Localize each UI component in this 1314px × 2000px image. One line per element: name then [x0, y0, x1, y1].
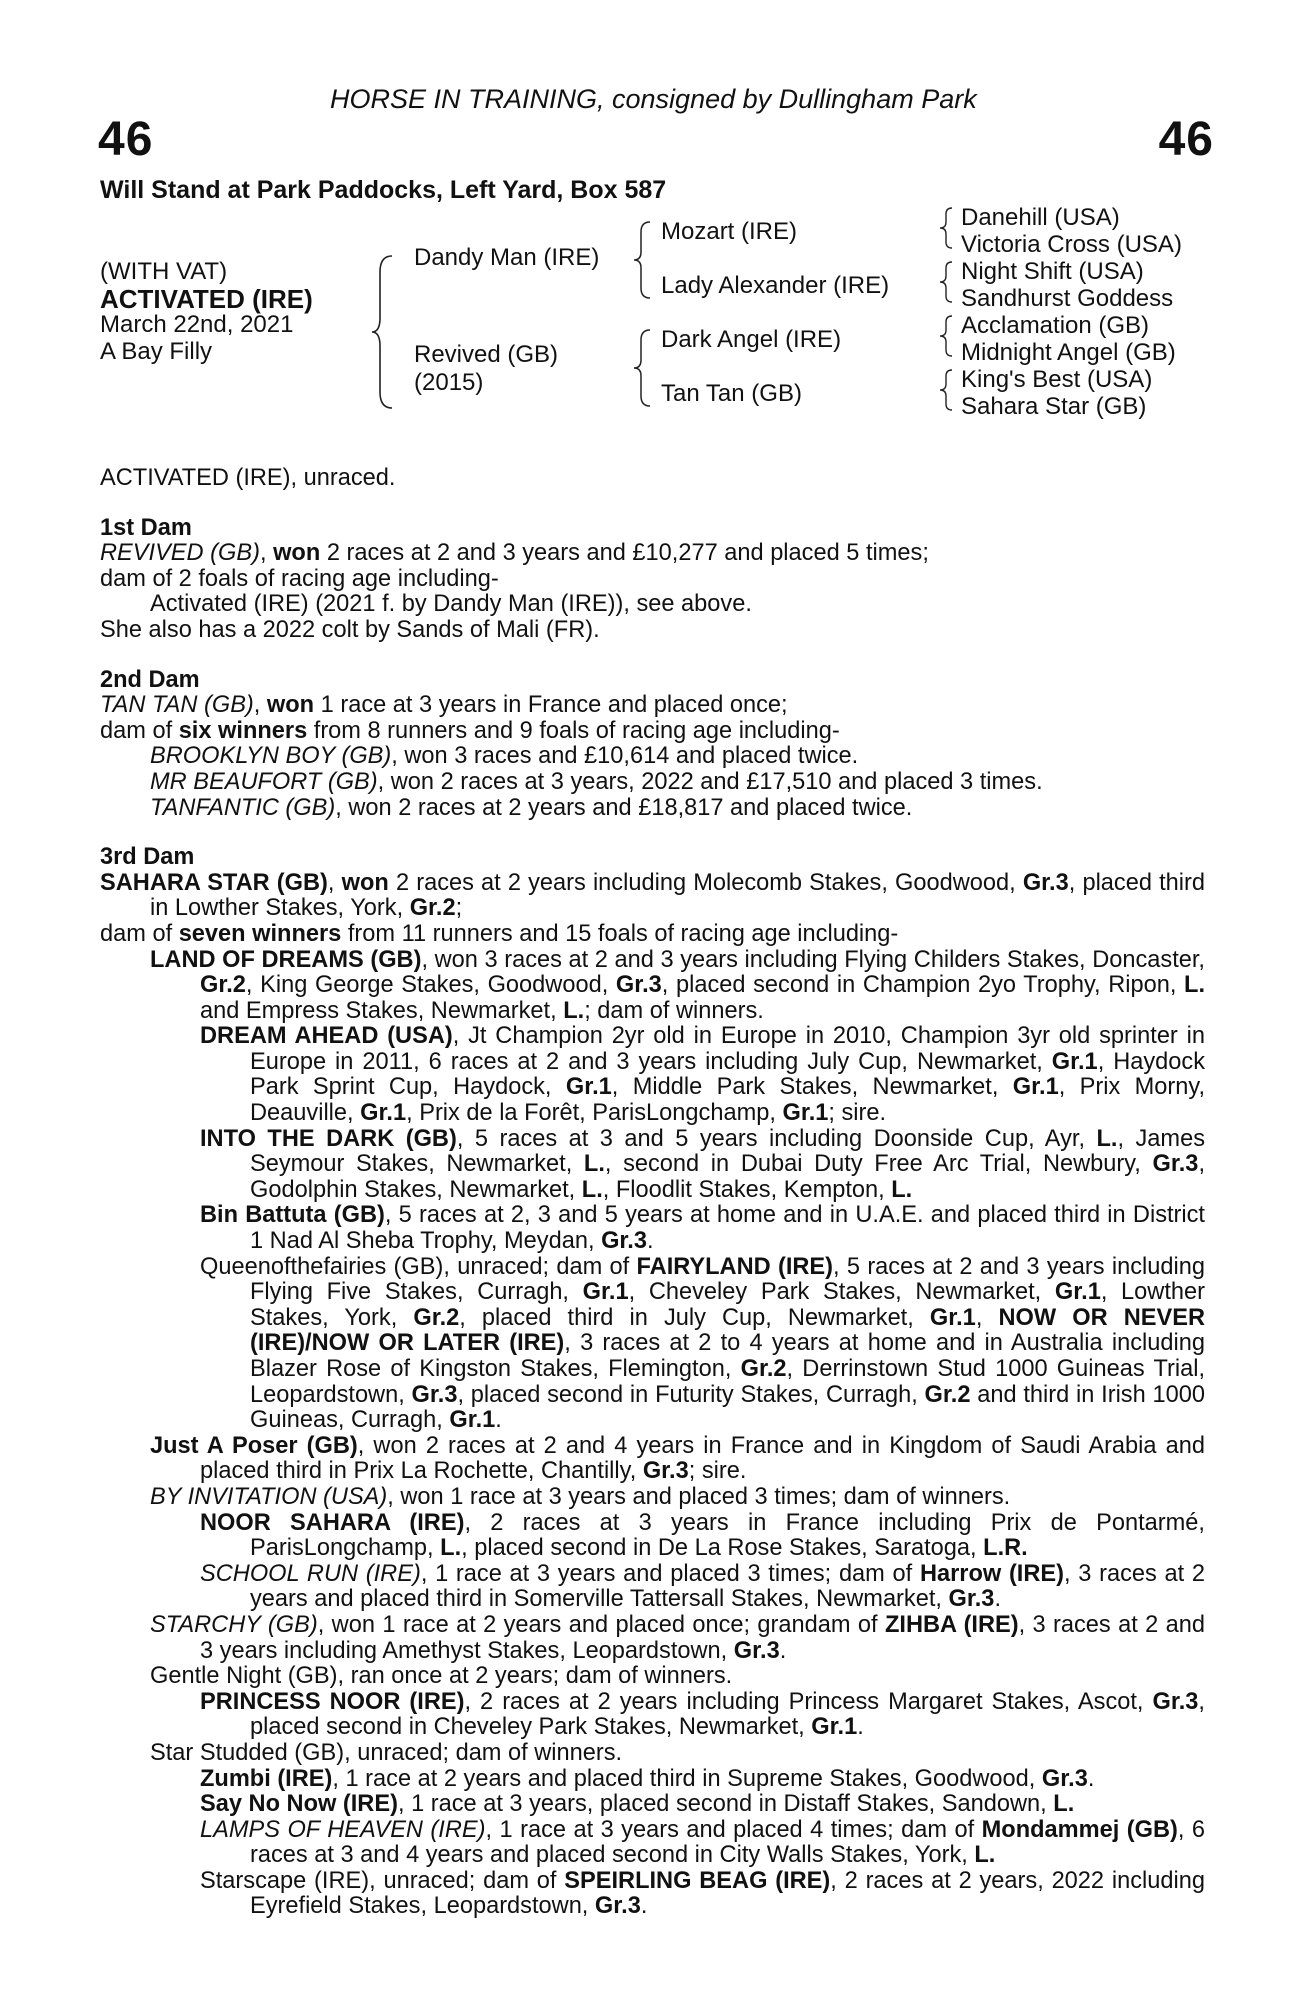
- pedigree-brace-main: [370, 252, 400, 412]
- third-dam-entry: BY INVITATION (USA), won 1 race at 3 years and placed 3 times; dam of winners.: [150, 1483, 1011, 1510]
- second-dam-line: dam of six winners from 8 runners and 9 foals of racing age including-: [100, 717, 840, 744]
- sire-name: Dandy Man (IRE): [414, 244, 600, 271]
- pedigree-brace-dam: [632, 326, 654, 410]
- page-header-title: HORSE IN TRAINING, consigned by Dullingham Park: [330, 84, 977, 114]
- lot-number-right: 46: [1158, 113, 1214, 166]
- third-dam-entry: NOOR SAHARA (IRE), 2 races at 3 years in France including Prix de Pontarmé, ParisLongchamp, L., placed second in De La Rose Stakes, Saratoga, L.R.: [200, 1509, 1205, 1562]
- lot-number-left: 46: [98, 113, 154, 166]
- vat-label: (WITH VAT): [100, 258, 228, 285]
- gen3-dds: King's Best (USA): [961, 366, 1153, 393]
- second-dam-produce: MR BEAUFORT (GB), won 2 races at 3 years, 2022 and £17,510 and placed 3 times.: [150, 768, 1043, 795]
- first-dam-line: dam of 2 foals of racing age including-: [100, 565, 499, 592]
- dam-name: Revived (GB): [414, 341, 559, 368]
- first-dam-heading: 1st Dam: [100, 514, 192, 541]
- second-dam-line: TAN TAN (GB), won 1 race at 3 years in France and placed once;: [100, 692, 788, 719]
- second-dam-produce: TANFANTIC (GB), won 2 races at 2 years and £18,817 and placed twice.: [150, 794, 913, 821]
- third-dam-heading: 3rd Dam: [100, 844, 195, 871]
- third-dam-entry: LAMPS OF HEAVEN (IRE), 1 race at 3 years and placed 4 times; dam of Mondammej (GB), 6 races at 3 and 4 years and placed second in City Walls Stakes, York, L.: [200, 1816, 1205, 1869]
- gen3-sds: Night Shift (USA): [961, 258, 1144, 285]
- horse-description: A Bay Filly: [100, 338, 213, 365]
- third-dam-entry: PRINCESS NOOR (IRE), 2 races at 2 years including Princess Margaret Stakes, Ascot, Gr.3, placed second in Cheveley Park Stakes, Newmarket, Gr.1.: [200, 1688, 1205, 1741]
- gen3-dsd: Midnight Angel (GB): [961, 339, 1176, 366]
- pedigree-brace-gen3-bottom: [938, 312, 958, 442]
- stand-location: Will Stand at Park Paddocks, Left Yard, Box 587: [100, 176, 667, 204]
- first-dam-line: She also has a 2022 colt by Sands of Mali (FR).: [100, 616, 600, 643]
- catalogue-body: [100, 466, 1205, 1920]
- third-dam-entry: Bin Battuta (GB), 5 races at 2, 3 and 5 years at home and in U.A.E. and placed third in District 1 Nad Al Sheba Trophy, Meydan, Gr.3.: [200, 1202, 1205, 1255]
- third-dam-entry: INTO THE DARK (GB), 5 races at 3 and 5 years including Doonside Cup, Ayr, L., James Seymour Stakes, Newmarket, L., second in Dubai Duty Free Arc Trial, Newbury, Gr.3, Godolphin Stakes, Newmarket, L., Floodlit Stakes, Kempton, L.: [200, 1125, 1205, 1203]
- third-dam-entry: Just A Poser (GB), won 2 races at 2 and 4 years in France and in Kingdom of Saudi Arabia and placed third in Prix La Rochette, Chantilly, Gr.3; sire.: [150, 1432, 1205, 1485]
- third-dam-entry: Queenofthefairies (GB), unraced; dam of FAIRYLAND (IRE), 5 races at 2 and 3 years including Flying Five Stakes, Curragh, Gr.1, Cheveley Park Stakes, Newmarket, Gr.1, Lowther Stakes, York, Gr.2, placed third in July Cup, Newmarket, Gr.1, NOW OR NEVER (IRE)/NOW OR LATER (IRE), 3 races at 2 to 4 years at home and in Australia including Blazer Rose of Kingston Stakes, Flemington, Gr.2, Derrinstown Stud 1000 Guineas Trial, Leopardstown, Gr.3, placed second in Futurity Stakes, Curragh, Gr.2 and third in Irish 1000 Guineas, Curragh, Gr.1.: [200, 1253, 1206, 1434]
- third-dam-entry: DREAM AHEAD (USA), Jt Champion 2yr old in Europe in 2010, Champion 3yr old sprinter in Europe in 2011, 6 races at 2 and 3 years including July Cup, Newmarket, Gr.1, Haydock Park Sprint Cup, Haydock, Gr.1, Middle Park Stakes, Newmarket, Gr.1, Prix Morny, Deauville, Gr.1, Prix de la Forêt, ParisLongchamp, Gr.1; sire.: [200, 1023, 1206, 1127]
- third-dam-entry: Say No Now (IRE), 1 race at 3 years, placed second in Distaff Stakes, Sandown, L.: [200, 1791, 1075, 1818]
- second-dam-produce: BROOKLYN BOY (GB), won 3 races and £10,614 and placed twice.: [150, 743, 859, 770]
- race-record: ACTIVATED (IRE), unraced.: [100, 465, 396, 491]
- first-dam-produce: Activated (IRE) (2021 f. by Dandy Man (IRE)), see above.: [150, 591, 752, 618]
- dam-sire: Dark Angel (IRE): [661, 326, 842, 353]
- horse-name: ACTIVATED (IRE): [100, 284, 313, 314]
- foaling-date: March 22nd, 2021: [100, 311, 294, 338]
- third-dam-entries: [100, 871, 1205, 1920]
- third-dam-entry: SCHOOL RUN (IRE), 1 race at 3 years and placed 3 times; dam of Harrow (IRE), 3 races at 2 years and placed third in Somerville Tattersall Stakes, Newmarket, Gr.3.: [200, 1560, 1206, 1613]
- gen3-sss: Danehill (USA): [961, 204, 1120, 231]
- second-dam-heading: 2nd Dam: [100, 666, 200, 693]
- pedigree-brace-sire: [632, 218, 654, 302]
- gen3-ddd: Sahara Star (GB): [961, 393, 1147, 420]
- dam-year: (2015): [414, 369, 484, 396]
- third-dam-entry: Starscape (IRE), unraced; dam of SPEIRLING BEAG (IRE), 2 races at 2 years, 2022 including Eyrefield Stakes, Leopardstown, Gr.3.: [200, 1867, 1205, 1920]
- third-dam-entry: dam of seven winners from 11 runners and 15 foals of racing age including-: [100, 920, 899, 947]
- third-dam-entry: Gentle Night (GB), ran once at 2 years; dam of winners.: [150, 1663, 733, 1690]
- third-dam-entry: LAND OF DREAMS (GB), won 3 races at 2 and 3 years including Flying Childers Stakes, Doncaster, Gr.2, King George Stakes, Goodwood, Gr.3, placed second in Champion 2yo Trophy, Ripon, L. and Empress Stakes, Newmarket, L.; dam of winners.: [150, 946, 1205, 1024]
- third-dam-entry: SAHARA STAR (GB), won 2 races at 2 years including Molecomb Stakes, Goodwood, Gr.3, placed third in Lowther Stakes, York, Gr.2;: [100, 869, 1206, 922]
- sire-sire: Mozart (IRE): [661, 218, 798, 245]
- first-dam-line: REVIVED (GB), won 2 races at 2 and 3 years and £10,277 and placed 5 times;: [100, 540, 929, 567]
- third-dam-entry: STARCHY (GB), won 1 race at 2 years and placed once; grandam of ZIHBA (IRE), 3 races at 2 and 3 years including Amethyst Stakes, Leopardstown, Gr.3.: [150, 1611, 1206, 1664]
- dam-dam: Tan Tan (GB): [661, 380, 802, 407]
- sire-dam: Lady Alexander (IRE): [661, 272, 890, 299]
- gen3-sdd: Sandhurst Goddess: [961, 285, 1174, 312]
- third-dam-entry: Star Studded (GB), unraced; dam of winners.: [150, 1739, 623, 1766]
- gen3-ssd: Victoria Cross (USA): [961, 231, 1182, 258]
- gen3-dss: Acclamation (GB): [961, 312, 1150, 339]
- third-dam-entry: Zumbi (IRE), 1 race at 2 years and placed third in Supreme Stakes, Goodwood, Gr.3.: [200, 1765, 1095, 1792]
